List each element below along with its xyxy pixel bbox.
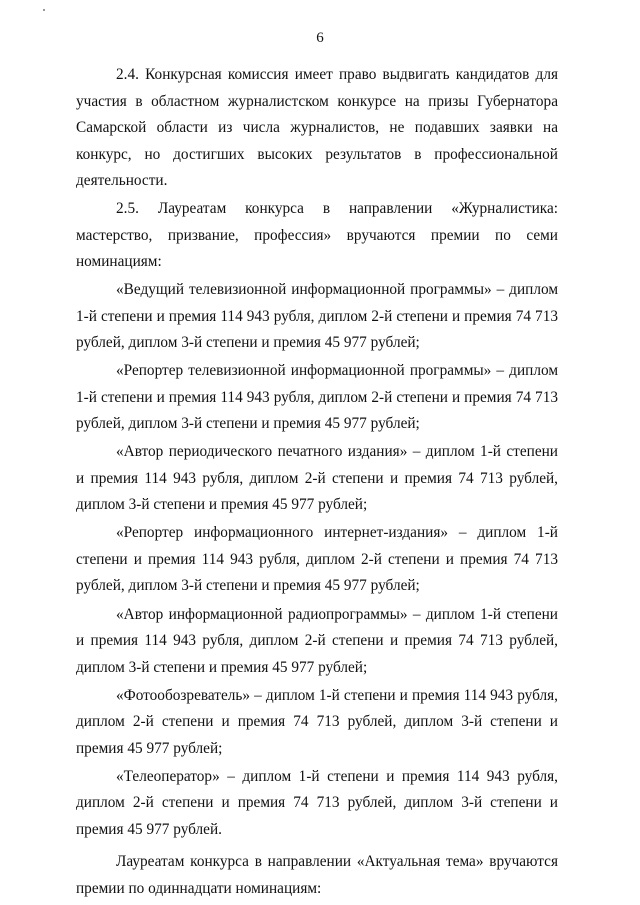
nomination-item: «Фотообозреватель» – диплом 1-й степени и премия 114 943 рубля, диплом 2-й степени и премия 74 713 рублей, диплом 3-й степени и премия 45 977 рублей; [76, 686, 558, 757]
document-body [76, 62, 558, 904]
nomination-item: «Автор периодического печатного издания» – диплом 1-й степени и премия 114 943 рубля, диплом 2-й степени и премия 74 713 рублей, диплом 3-й степени и премия 45 977 рублей; [76, 443, 558, 514]
scan-mark [43, 9, 45, 11]
nomination-item: «Ведущий телевизионной информационной программы» – диплом 1-й степени и премия 114 943 рубля, диплом 2-й степени и премия 74 713 рублей, диплом 3-й степени и премия 45 977 рублей; [76, 281, 558, 352]
nomination-item: «Репортер информационного интернет-издания» – диплом 1-й степени и премия 114 943 рубля, диплом 2-й степени и премия 74 713 рублей, диплом 3-й степени и премия 45 977 рублей; [76, 524, 558, 595]
nomination-item: «Репортер телевизионной информационной программы» – диплом 1-й степени и премия 114 943 рубля, диплом 2-й степени и премия 74 713 рублей, диплом 3-й степени и премия 45 977 рублей; [76, 362, 558, 433]
page-number: 6 [316, 30, 324, 46]
nomination-item: «Автор информационной радиопрограммы» – диплом 1-й степени и премия 114 943 рубля, диплом 2-й степени и премия 74 713 рублей, диплом 3-й степени и премия 45 977 рублей; [76, 605, 558, 676]
nomination-item: «Телеоператор» – диплом 1-й степени и премия 114 943 рубля, диплом 2-й степени и премия 74 713 рублей, диплом 3-й степени и премия 45 977 рублей. [76, 767, 558, 838]
paragraph-2-5: 2.5. Лауреатам конкурса в направлении «Журналистика: мастерство, призвание, профессия» вручаются премии по семи номинациям: [76, 200, 558, 271]
paragraph-2-4: 2.4. Конкурсная комиссия имеет право выдвигать кандидатов для участия в областном журналистском конкурсе на призы Губернатора Самарской области из числа журналистов, не подавших заявки на конкурс, но достигших высоких результатов в профессиональной деятельности. [76, 66, 558, 189]
paragraph-aktualnaya-tema: Лауреатам конкурса в направлении «Актуальная тема» вручаются премии по одиннадцати номинациям: [76, 853, 558, 897]
